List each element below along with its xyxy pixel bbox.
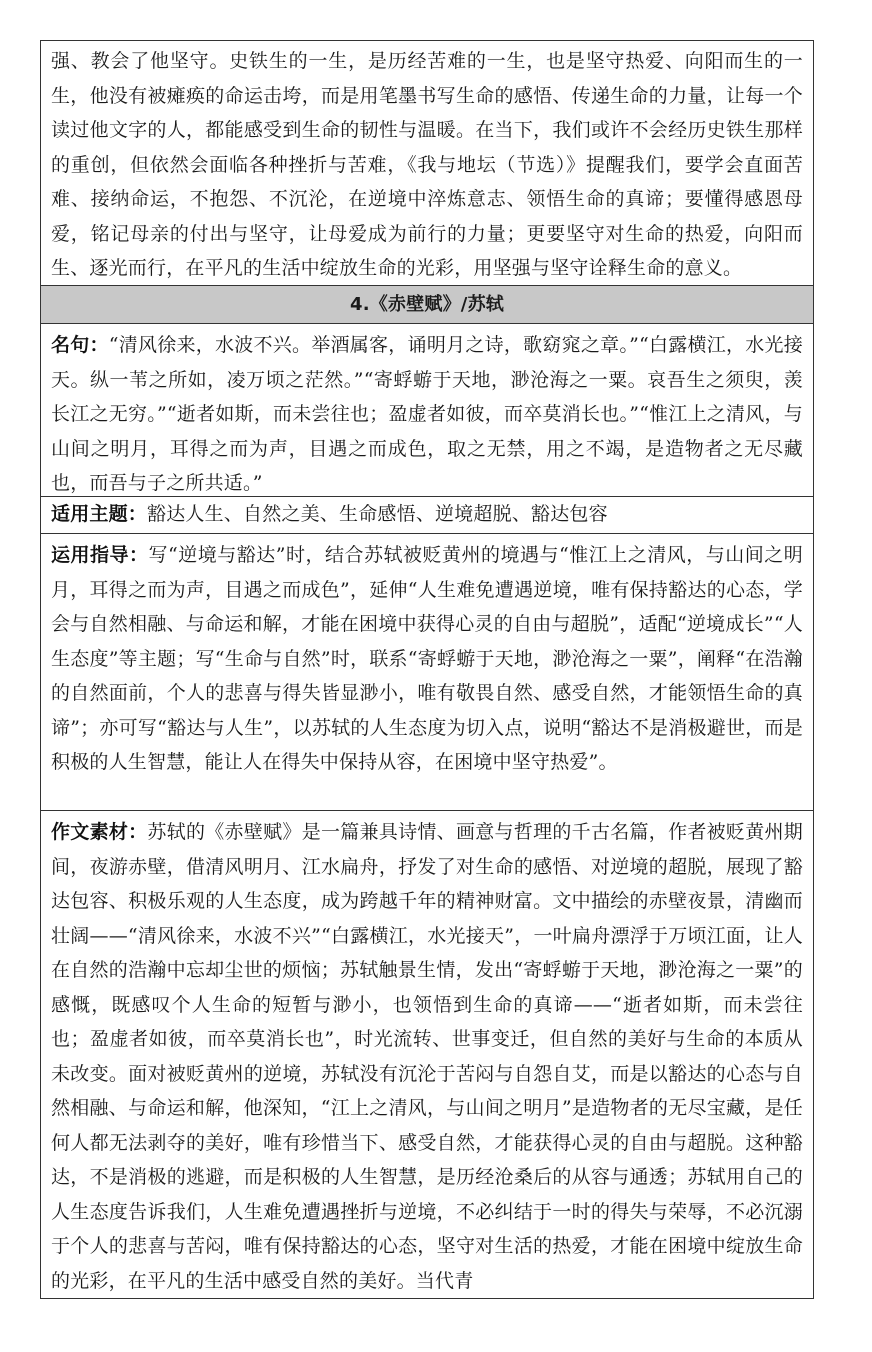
section-title: 4.《赤壁赋》/苏轼	[350, 294, 504, 315]
usage-guidance-row	[41, 533, 813, 810]
famous-quotes-row	[41, 323, 813, 496]
themes-text: 豁达人生、自然之美、生命感悟、逆境超脱、豁达包容	[147, 503, 608, 525]
quotes-text: “清风徐来，水波不兴。举酒属客，诵明月之诗，歌窈窕之章。”“白露横江，水光接天。纵一苇之所如，凌万顷之茫然。”“寄蜉蝣于天地，渺沧海之一粟。哀吾生之须臾，羡长江之无穷。”“逝者如斯，而未尝往也；盈虚者如彼，而卒莫消长也。”“惟江上之清风，与山间之明月，耳得之而为声，目遇之而成色，取之无禁，用之不竭，是造物者之无尽藏也，而吾与子之所共适。”	[51, 334, 803, 494]
material-label: 作文素材：	[51, 821, 148, 843]
quotes-label: 名句：	[51, 334, 109, 356]
continuation-paragraph	[41, 41, 813, 285]
section-header	[41, 285, 813, 323]
continuation-text: 强、教会了他坚守。史铁生的一生，是历经苦难的一生，也是坚守热爱、向阳而生的一生，他没有被瘫痪的命运击垮，而是用笔墨书写生命的感悟、传递生命的力量，让每一个读过他文字的人，都能感受到生命的韧性与温暖。在当下，我们或许不会经历史铁生那样的重创，但依然会面临各种挫折与苦难，《我与地坛（节选）》提醒我们，要学会直面苦难、接纳命运，不抱怨、不沉沦，在逆境中淬炼意志、领悟生命的真谛；要懂得感恩母爱，铭记母亲的付出与坚守，让母爱成为前行的力量；更要坚守对生命的热爱，向阳而生、逐光而行，在平凡的生活中绽放生命的光彩，用坚强与坚守诠释生命的意义。	[51, 50, 803, 279]
guidance-label: 运用指导：	[51, 544, 149, 566]
guidance-text: 写“逆境与豁达”时，结合苏轼被贬黄州的境遇与“惟江上之清风，与山间之明月，耳得之而为声，目遇之而成色”，延伸“人生难免遭遇逆境，唯有保持豁达的心态，学会与自然相融、与命运和解，才能在困境中获得心灵的自由与超脱”，适配“逆境成长”“人生态度”等主题；写“生命与自然”时，联系“寄蜉蝣于天地，渺沧海之一粟”，阐释“在浩瀚的自然面前，个人的悲喜与得失皆显渺小，唯有敬畏自然、感受自然，才能领悟生命的真谛”；亦可写“豁达与人生”，以苏轼的人生态度为切入点，说明“豁达不是消极避世，而是积极的人生智慧，能让人在得失中保持从容，在困境中坚守热爱”。	[51, 544, 803, 773]
essay-material-row	[41, 810, 813, 1298]
material-text: 苏轼的《赤壁赋》是一篇兼具诗情、画意与哲理的千古名篇，作者被贬黄州期间，夜游赤壁，借清风明月、江水扁舟，抒发了对生命的感悟、对逆境的超脱，展现了豁达包容、积极乐观的人生态度，成为跨越千年的精神财富。文中描绘的赤壁夜景，清幽而壮阔——“清风徐来，水波不兴”“白露横江，水光接天”，一叶扁舟漂浮于万顷江面，让人在自然的浩瀚中忘却尘世的烦恼；苏轼触景生情，发出“寄蜉蝣于天地，渺沧海之一粟”的感慨，既感叹个人生命的短暂与渺小，也领悟到生命的真谛——“逝者如斯，而未尝往也；盈虚者如彼，而卒莫消长也”，时光流转、世事变迁，但自然的美好与生命的本质从未改变。面对被贬黄州的逆境，苏轼没有沉沦于苦闷与自怨自艾，而是以豁达的心态与自然相融、与命运和解，他深知，“江上之清风，与山间之明月”是造物者的无尽宝藏，是任何人都无法剥夺的美好，唯有珍惜当下、感受自然，才能获得心灵的自由与超脱。这种豁达，不是消极的逃避，而是积极的人生智慧，是历经沧桑后的从容与通透；苏轼用自己的人生态度告诉我们，人生难免遭遇挫折与逆境，不必纠结于一时的得失与荣辱，不必沉溺于个人的悲喜与苦闷，唯有保持豁达的心态，坚守对生活的热爱，才能在困境中绽放生命的光彩，在平凡的生活中感受自然的美好。当代青	[51, 821, 803, 1292]
applicable-themes-row	[41, 496, 813, 533]
themes-label: 适用主题：	[51, 503, 148, 525]
document-table	[40, 40, 814, 1299]
